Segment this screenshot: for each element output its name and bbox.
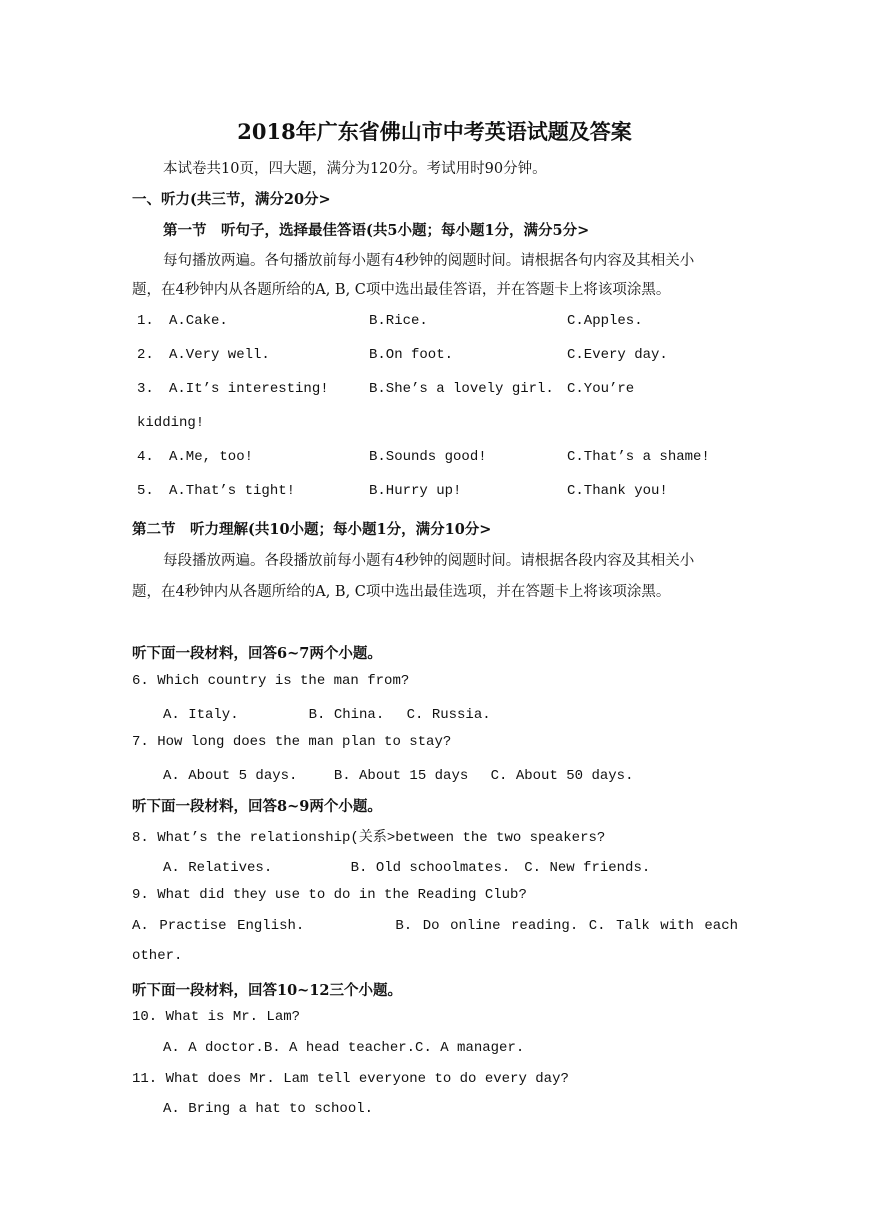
question-3 (137, 381, 737, 403)
option-a: A.Me, too! (169, 449, 254, 465)
question-9-options (132, 918, 738, 934)
question-number: 5. (137, 483, 154, 499)
word: each (704, 918, 738, 934)
question-11-option-a: A. Bring a hat to school. (163, 1101, 374, 1117)
section1-heading: 第一节 听句子，选择最佳答语(共5小题；每小题1分，满分5分> (163, 222, 590, 239)
spacer (315, 918, 385, 934)
word: Talk (616, 918, 650, 934)
word: Practise (159, 918, 227, 934)
word: online (450, 918, 501, 934)
exam-intro: 本试卷共10页，四大题，满分为120分。考试用时90分钟。 (163, 161, 547, 177)
page-title: 2018年广东省佛山市中考英语试题及答案 (237, 119, 632, 144)
question-9-options-continued: other. (132, 948, 183, 964)
option-b: B.She’s a lovely girl. (369, 381, 554, 397)
option-c: C.That’s a shame! (567, 449, 710, 465)
section1-instructions-line2: 题，在4秒钟内从各题所给的A, B, C项中选出最佳答语，并在答题卡上将该项涂黑。 (132, 282, 671, 298)
section2-instructions-line2: 题，在4秒钟内从各题所给的A, B, C项中选出最佳选项，并在答题卡上将该项涂黑。 (132, 584, 671, 600)
question-11: 11. What does Mr. Lam tell everyone to do every day? (132, 1071, 569, 1087)
option-a: A.Cake. (169, 313, 228, 329)
option-b: B.Sounds good! (369, 449, 487, 465)
section2-instructions-line1: 每段播放两遍。各段播放前每小题有4秒钟的阅题时间。请根据各段内容及其相关小 (163, 553, 695, 569)
question-2 (137, 347, 737, 369)
option-c: C.Thank you! (567, 483, 668, 499)
question-number: 1. (137, 313, 154, 329)
question-number: 3. (137, 381, 154, 397)
group1-heading: 听下面一段材料，回答6~7两个小题。 (132, 645, 382, 662)
question-5 (137, 483, 737, 505)
question-7-options: A. About 5 days. B. About 15 days C. About 50 days. (163, 768, 634, 784)
question-6-options: A. Italy. B. China. C. Russia. (163, 707, 491, 723)
word: reading. (511, 918, 579, 934)
question-1 (137, 313, 737, 335)
word: C. (588, 918, 606, 934)
question-9: 9. What did they use to do in the Reading Club? (132, 887, 527, 903)
option-a: A.Very well. (169, 347, 270, 363)
option-c: C.Apples. (567, 313, 643, 329)
question-10-options: A. A doctor.B. A head teacher.C. A manager. (163, 1040, 525, 1056)
question-number: 2. (137, 347, 154, 363)
option-b: B.On foot. (369, 347, 454, 363)
question-8-options: A. Relatives. B. Old schoolmates. C. New friends. (163, 860, 651, 876)
option-c: C.Every day. (567, 347, 668, 363)
word: A. (132, 918, 149, 934)
group3-heading: 听下面一段材料，回答10~12三个小题。 (132, 982, 403, 999)
section1-instructions-line1: 每句播放两遍。各句播放前每小题有4秒钟的阅题时间。请根据各句内容及其相关小 (163, 253, 695, 269)
word: with (660, 918, 694, 934)
word: English. (237, 918, 305, 934)
option-b: B.Hurry up! (369, 483, 462, 499)
word: B. (395, 918, 413, 934)
question-10: 10. What is Mr. Lam? (132, 1009, 301, 1025)
option-a: A.That’s tight! (169, 483, 296, 499)
option-a: A.It’s interesting! (169, 381, 329, 397)
question-6: 6. Which country is the man from? (132, 673, 410, 689)
section2-heading: 第二节 听力理解(共10小题；每小题1分，满分10分> (132, 521, 492, 538)
question-7: 7. How long does the man plan to stay? (132, 734, 452, 750)
part1-heading: 一、听力(共三节，满分20分> (132, 191, 331, 208)
question-number: 4. (137, 449, 154, 465)
option-b: B.Rice. (369, 313, 428, 329)
question-4 (137, 449, 737, 471)
option-c: C.You’re (567, 381, 635, 397)
word: Do (422, 918, 440, 934)
question-8: 8. What’s the relationship(关系>between the two speakers? (132, 830, 606, 846)
question-3-option-c-continued: kidding! (137, 415, 205, 431)
group2-heading: 听下面一段材料，回答8~9两个小题。 (132, 798, 382, 815)
